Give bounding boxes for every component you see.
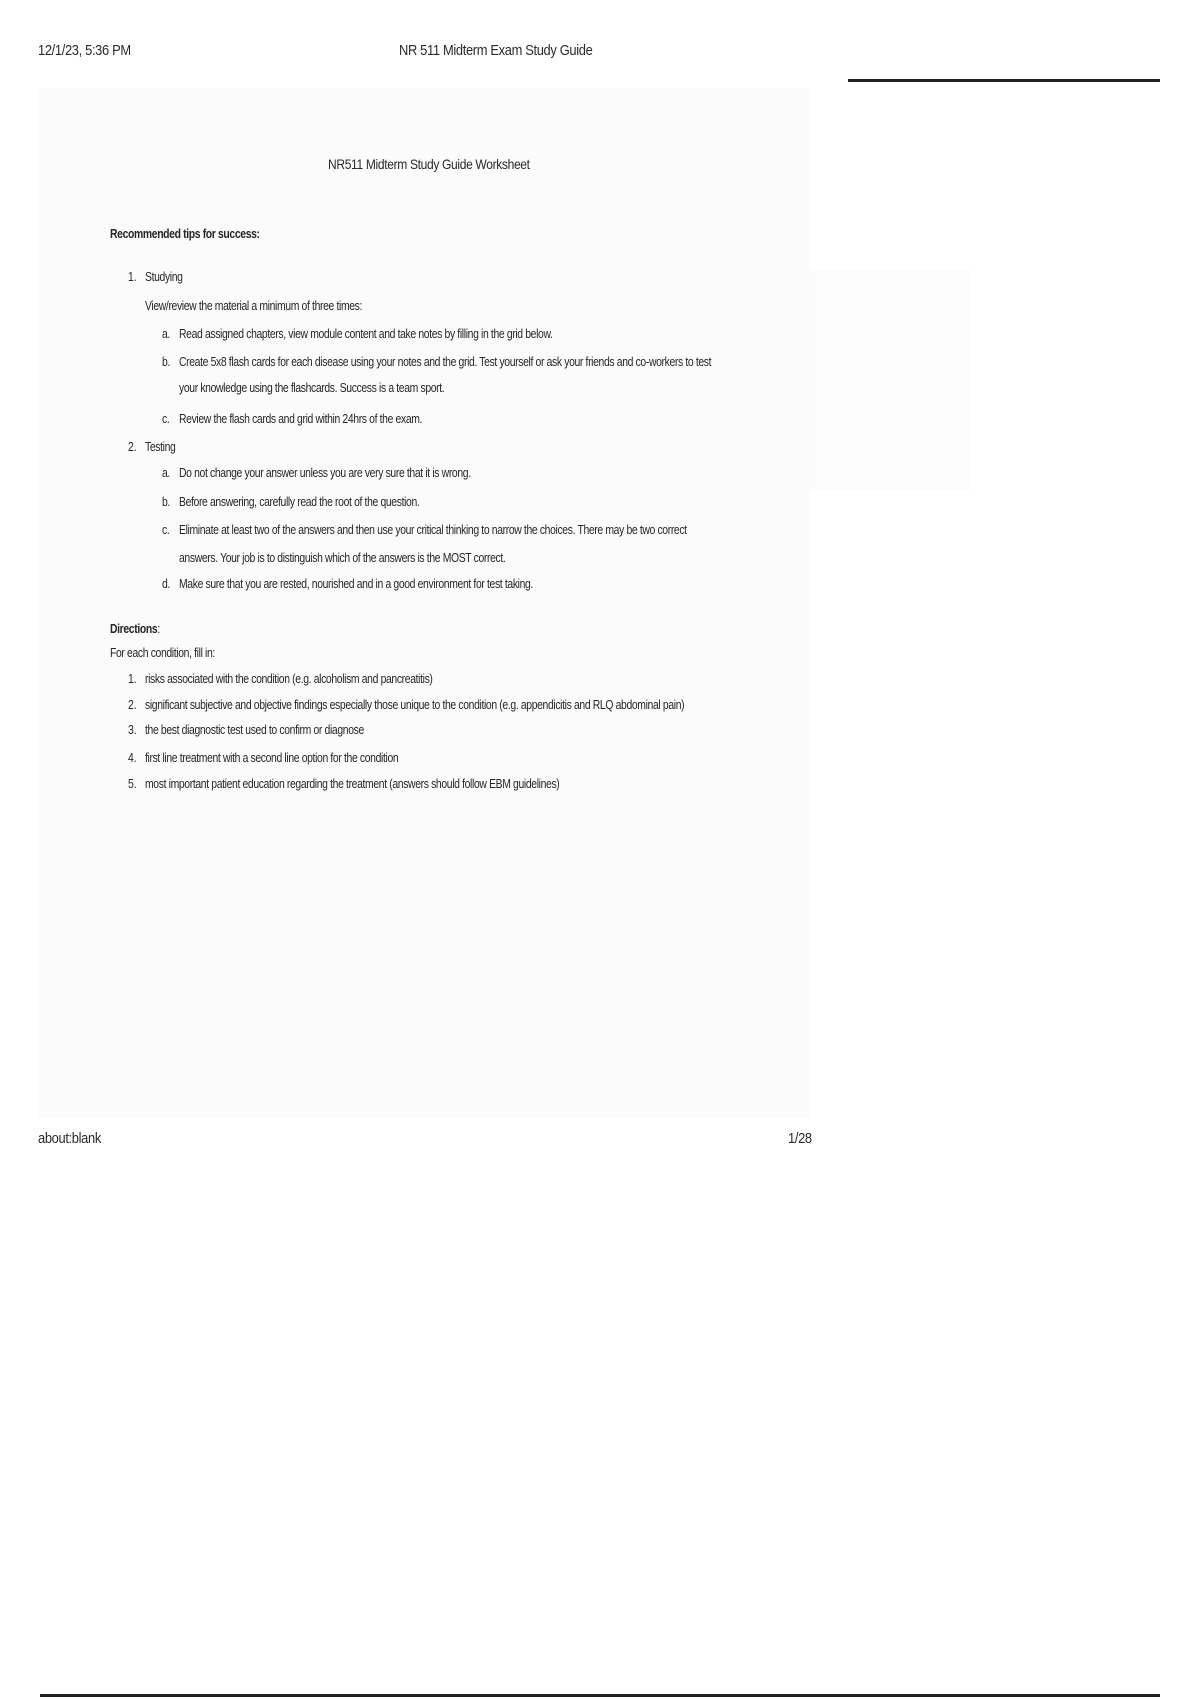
print-header-title: NR 511 Midterm Exam Study Guide [399, 42, 593, 59]
directions-item-2: significant subjective and objective findings especially those unique to the condition (e.g. appendicitis and RLQ abdominal pain) [145, 697, 685, 712]
studying-item-a-letter: a. [162, 326, 170, 341]
directions-heading: Directions [110, 621, 158, 636]
testing-item-c-letter: c. [162, 522, 170, 537]
document-title: NR511 Midterm Study Guide Worksheet [328, 156, 530, 172]
directions-item-5-number: 5. [128, 776, 137, 791]
testing-number: 2. [128, 439, 137, 454]
testing-item-c: Eliminate at least two of the answers and then use your critical thinking to narrow the choices. There may be two correct [179, 522, 687, 537]
directions-item-4: first line treatment with a second line option for the condition [145, 750, 399, 765]
testing-item-b-letter: b. [162, 494, 170, 509]
studying-item-b-cont: your knowledge using the flashcards. Success is a team sport. [179, 380, 445, 395]
studying-intro: View/review the material a minimum of three times: [145, 298, 363, 313]
testing-item-a: Do not change your answer unless you are very sure that it is wrong. [179, 465, 471, 480]
testing-item-c-cont: answers. Your job is to distinguish which of the answers is the MOST correct. [179, 550, 506, 565]
directions-item-3: the best diagnostic test used to confirm or diagnose [145, 722, 364, 737]
directions-item-2-number: 2. [128, 697, 137, 712]
studying-item-b-letter: b. [162, 354, 170, 369]
testing-label: Testing [145, 439, 176, 454]
directions-item-5: most important patient education regarding the treatment (answers should follow EBM guidelines) [145, 776, 560, 791]
header-rule [848, 79, 1160, 82]
print-footer-url: about:blank [38, 1130, 101, 1147]
directions-item-3-number: 3. [128, 722, 137, 737]
testing-item-d: Make sure that you are rested, nourished and in a good environment for test taking. [179, 576, 533, 591]
testing-item-b: Before answering, carefully read the root of the question. [179, 494, 420, 509]
bottom-rule [40, 1694, 1160, 1697]
directions-item-1: risks associated with the condition (e.g. alcoholism and pancreatitis) [145, 671, 433, 686]
print-datetime: 12/1/23, 5:36 PM [38, 42, 131, 59]
studying-label: Studying [145, 269, 183, 284]
studying-item-a: Read assigned chapters, view module content and take notes by filling in the grid below. [179, 326, 553, 341]
background-panel [810, 270, 970, 490]
directions-item-1-number: 1. [128, 671, 137, 686]
directions-item-4-number: 4. [128, 750, 137, 765]
directions-colon: : [157, 621, 160, 636]
studying-item-c: Review the flash cards and grid within 24hrs of the exam. [179, 411, 423, 426]
print-page-number: 1/28 [788, 1130, 812, 1147]
directions-intro: For each condition, fill in: [110, 645, 215, 660]
tips-heading: Recommended tips for success: [110, 226, 260, 241]
testing-item-d-letter: d. [162, 576, 170, 591]
testing-item-a-letter: a. [162, 465, 170, 480]
document-page [38, 88, 810, 1118]
studying-item-c-letter: c. [162, 411, 170, 426]
directions-heading-line [110, 621, 160, 637]
studying-item-b: Create 5x8 flash cards for each disease using your notes and the grid. Test yourself or ask your friends and co-workers to test [179, 354, 712, 369]
studying-number: 1. [128, 269, 137, 284]
